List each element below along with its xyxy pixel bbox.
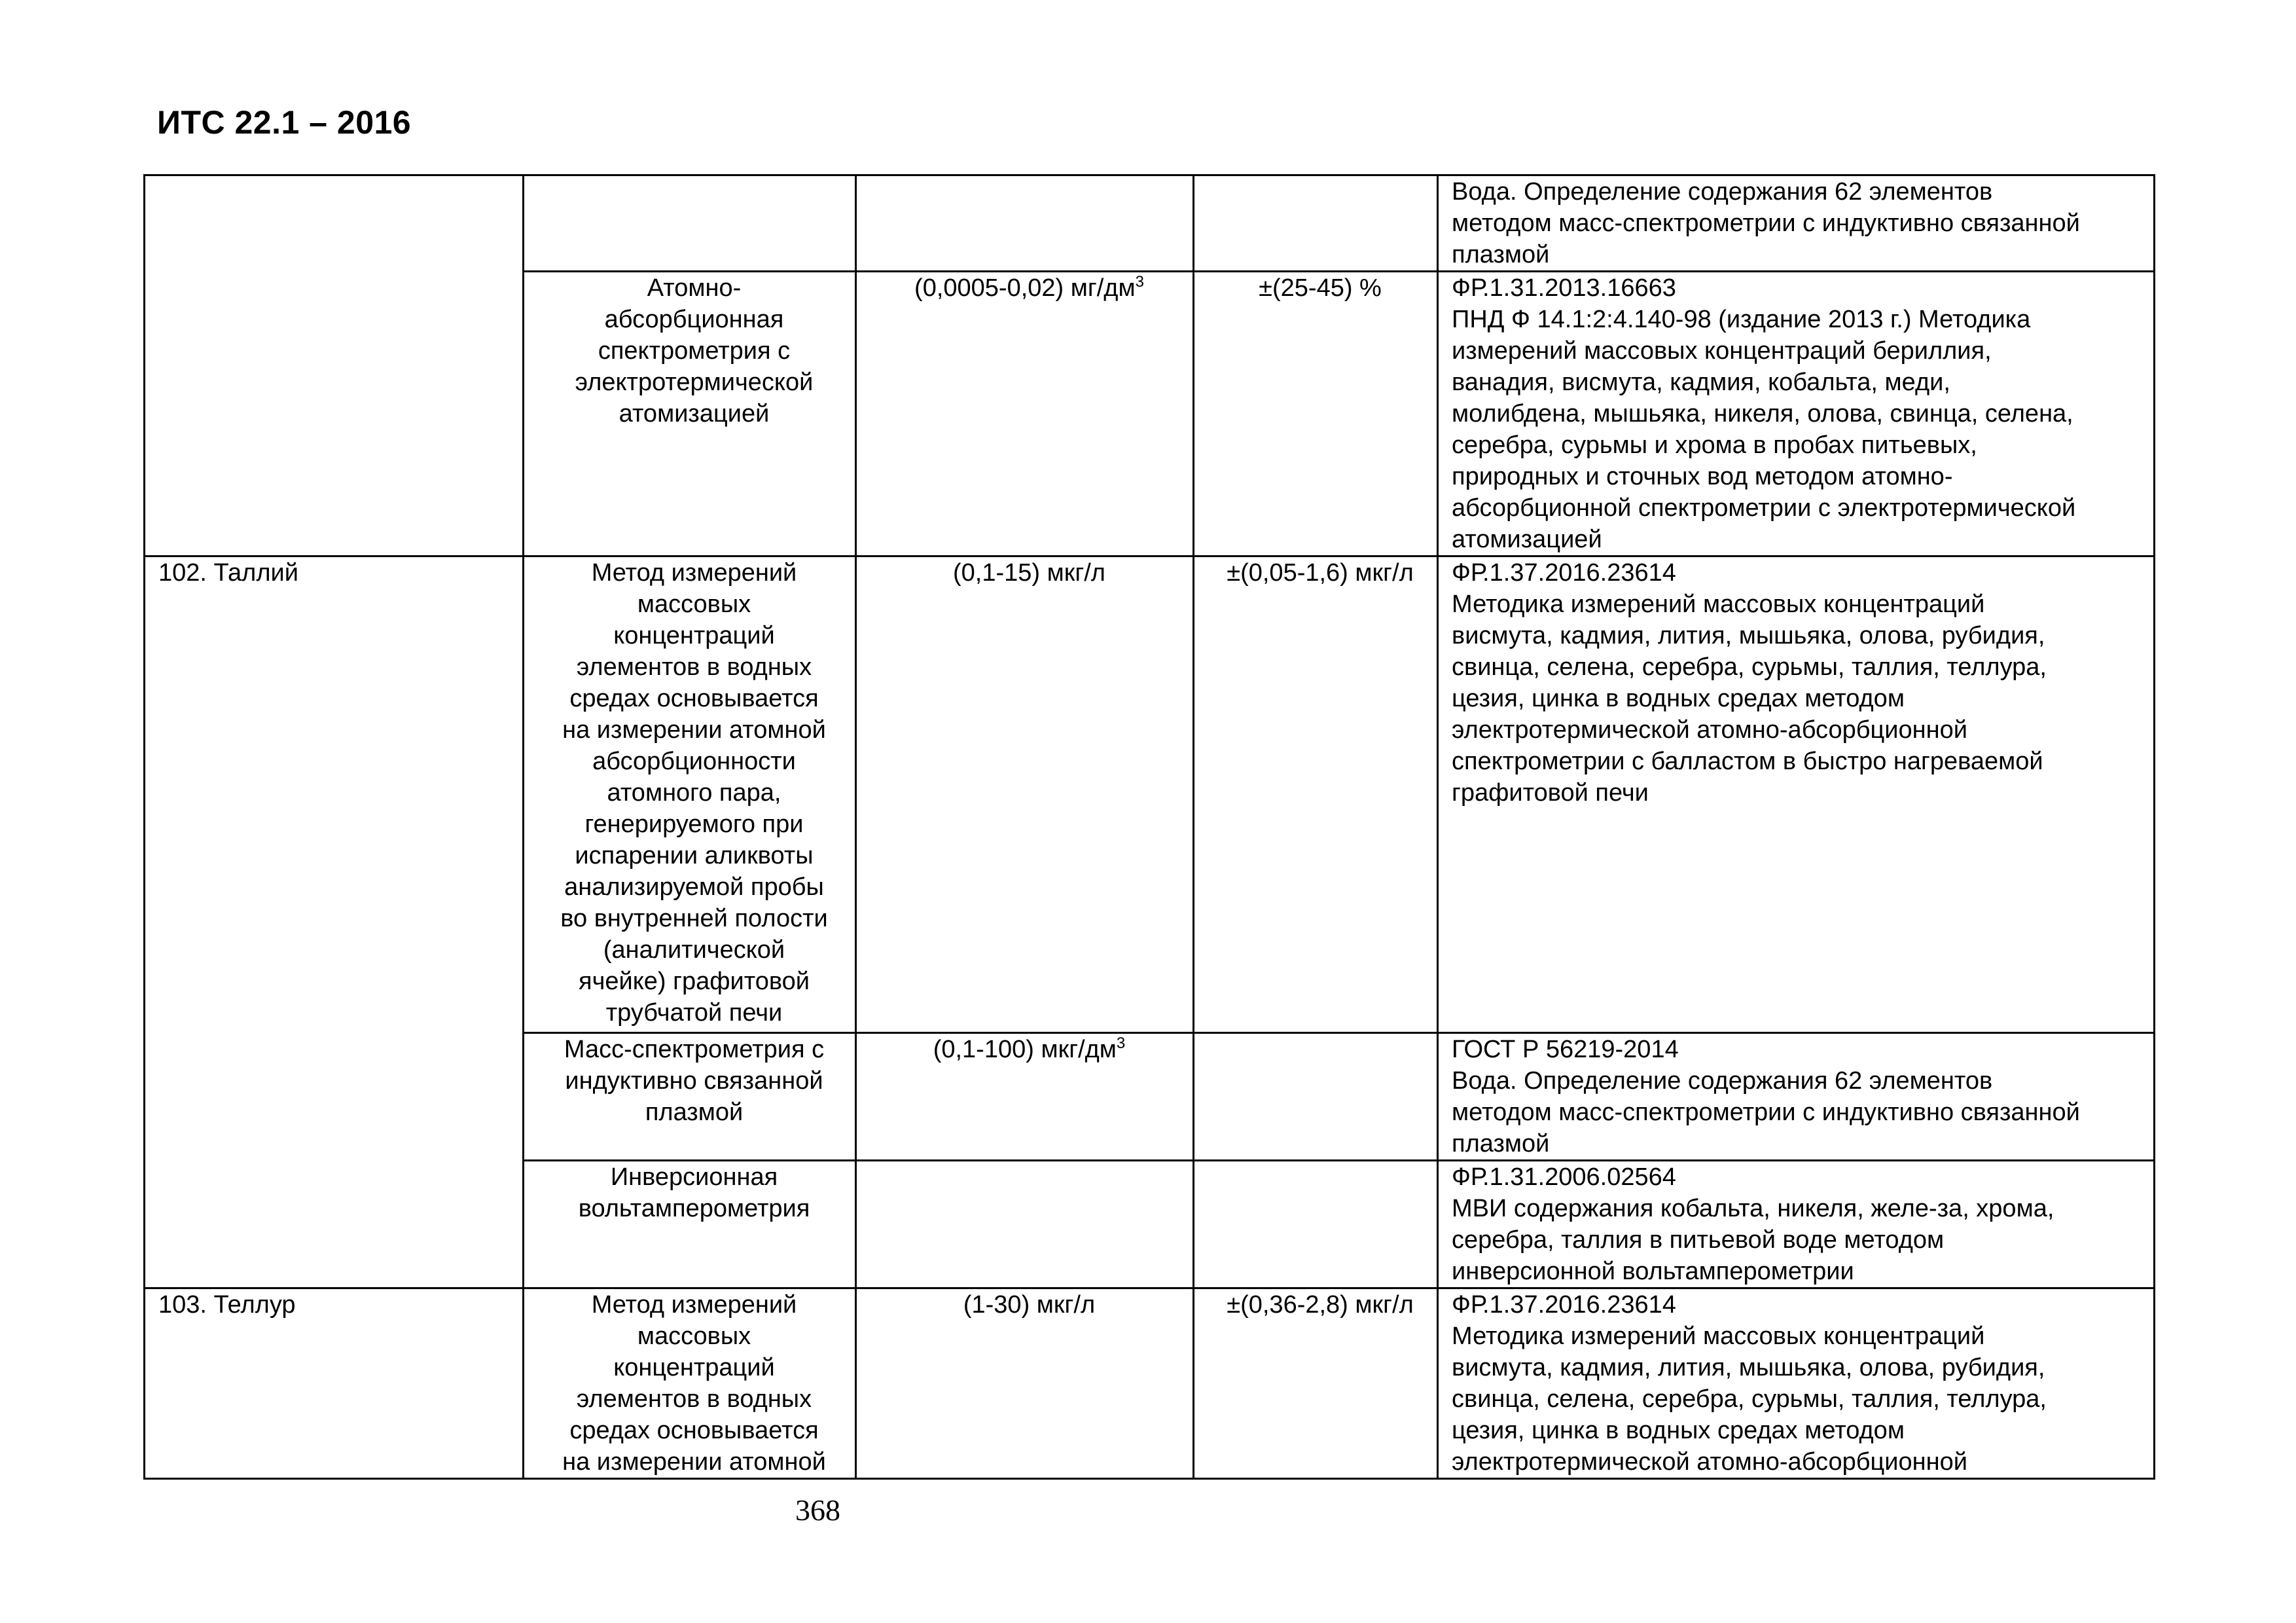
error-cell — [1194, 175, 1438, 272]
range-cell — [856, 1161, 1194, 1288]
element-cell — [145, 175, 524, 556]
error-cell: ±(25-45) % — [1194, 272, 1438, 556]
error-cell — [1194, 1033, 1438, 1161]
element-cell: 103. Теллур — [145, 1288, 524, 1479]
page-number: 368 — [795, 1493, 840, 1527]
range-value: (1-30) мкг/л — [963, 1291, 1096, 1319]
range-superscript: 3 — [1116, 1034, 1126, 1052]
method-cell — [524, 175, 856, 272]
method-cell: Инверсионная вольтамперометрия — [524, 1161, 856, 1288]
document-cell: ФР.1.37.2016.23614 Методика измерений массовых концентраций висмута, кадмия, лития, мышьяка, олова, рубидия, свинца, селена, серебра, сурьмы, таллия, теллура, цезия, цинка в водных средах методом электротермической атомно-абсорбционной — [1438, 1288, 2155, 1479]
document-cell: Вода. Определение содержания 62 элементов методом масс-спектрометрии с индуктивно связанной плазмой — [1438, 175, 2155, 272]
range-cell — [856, 175, 1194, 272]
element-cell: 102. Таллий — [145, 556, 524, 1288]
document-cell: ФР.1.31.2006.02564 МВИ содержания кобальта, никеля, желе-за, хрома, серебра, таллия в питьевой воде методом инверсионной вольтамперометрии — [1438, 1161, 2155, 1288]
error-cell — [1194, 1161, 1438, 1288]
range-cell — [856, 1288, 1194, 1479]
table-row — [145, 1288, 2155, 1479]
table-row — [145, 556, 2155, 1033]
range-cell — [856, 1033, 1194, 1161]
error-cell: ±(0,36-2,8) мкг/л — [1194, 1288, 1438, 1479]
document-header: ИТС 22.1 – 2016 — [157, 104, 412, 141]
method-cell: Атомно- абсорбционная спектрометрия с электротермической атомизацией — [524, 272, 856, 556]
range-cell — [856, 272, 1194, 556]
table-row — [145, 175, 2155, 272]
document-cell: ФР.1.31.2013.16663 ПНД Ф 14.1:2:4.140-98 (издание 2013 г.) Методика измерений массовых концентраций бериллия, ванадия, висмута, кадмия, кобальта, меди, молибдена, мышьяка, никеля, олова, свинца, селена, серебра, сурьмы и хрома в пробах питьевых, природных и сточных вод методом атомно- абсорбционной спектрометрии с электротермической атомизацией — [1438, 272, 2155, 556]
method-cell: Метод измерений массовых концентраций элементов в водных средах основывается на измерении атомной абсорбционности атомного пара, генерируемого при испарении аликвоты анализируемой пробы во внутренней полости (аналитической ячейке) графитовой трубчатой печи — [524, 556, 856, 1033]
document-cell: ФР.1.37.2016.23614 Методика измерений массовых концентраций висмута, кадмия, лития, мышьяка, олова, рубидия, свинца, селена, серебра, сурьмы, таллия, теллура, цезия, цинка в водных средах методом электротермической атомно-абсорбционной спектрометрии с балластом в быстро нагреваемой графитовой печи — [1438, 556, 2155, 1033]
document-cell: ГОСТ Р 56219-2014 Вода. Определение содержания 62 элементов методом масс-спектрометрии с индуктивно связанной плазмой — [1438, 1033, 2155, 1161]
range-cell — [856, 556, 1194, 1033]
methods-table — [143, 174, 2155, 1480]
error-cell: ±(0,05-1,6) мкг/л — [1194, 556, 1438, 1033]
method-cell: Масс-спектрометрия с индуктивно связанной плазмой — [524, 1033, 856, 1161]
range-value: (0,0005-0,02) мг/дм — [914, 274, 1136, 302]
range-value: (0,1-100) мкг/дм — [933, 1036, 1117, 1063]
range-value: (0,1-15) мкг/л — [953, 559, 1105, 587]
range-superscript: 3 — [1135, 273, 1144, 291]
method-cell: Метод измерений массовых концентраций элементов в водных средах основывается на измерении атомной — [524, 1288, 856, 1479]
